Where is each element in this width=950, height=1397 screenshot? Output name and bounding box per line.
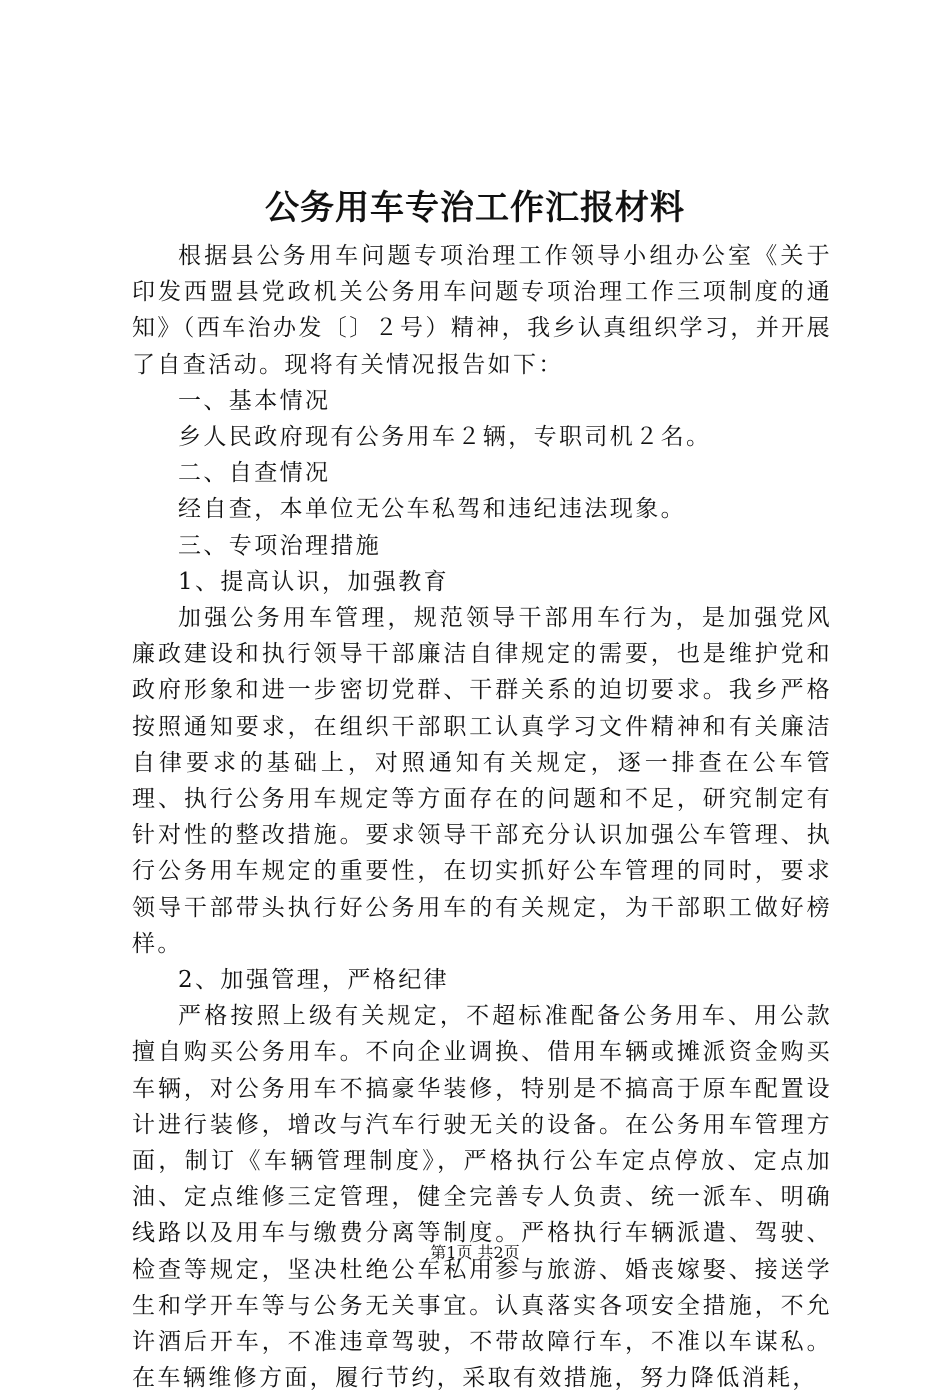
paragraph-awareness: 加强公务用车管理，规范领导干部用车行为，是加强党风廉政建设和执行领导干部廉洁自律规定的需要，也是维护党和政府形象和进一步密切党群、干群关系的迫切要求。我乡严格按照通知要求，在组织干部职工认真学习文件精神和有关廉洁自律要求的基础上，对照通知有关规定，逐一排查在公车管理、执行公务用车规定等方面存在的问题和不足，研究制定有针对性的整改措施。要求领导干部充分认识加强公车管理、执行公务用车规定的重要性，在切实抓好公车管理的同时，要求领导干部带头执行好公务用车的有关规定，为干部职工做好榜样。 (132, 605, 832, 957)
subheading-management: 2、加强管理，严格纪律 (178, 967, 450, 994)
heading-basic-situation: 一、基本情况 (178, 387, 331, 414)
paragraph-intro: 根据县公务用车问题专项治理工作领导小组办公室《关于印发西盟县党政机关公务用车问题专项治理工作三项制度的通知》（西车治办发〔〕２号）精神，我乡认真组织学习，并开展了自查活动。现将有关情况报告如下： (132, 243, 832, 378)
heading-measures: 三、专项治理措施 (178, 532, 382, 559)
paragraph-basic-situation: 乡人民政府现有公务用车２辆，专职司机２名。 (178, 424, 712, 451)
subheading-awareness: 1、提高认识，加强教育 (178, 568, 450, 595)
page-footer: 第1页 共2页 (430, 1243, 520, 1262)
document-title: 公务用车专治工作汇报材料 (265, 188, 685, 228)
document-body (132, 238, 832, 1397)
heading-self-inspection: 二、自查情况 (178, 460, 331, 487)
paragraph-self-inspection: 经自查，本单位无公车私驾和违纪违法现象。 (178, 496, 686, 523)
paragraph-management: 严格按照上级有关规定，不超标准配备公务用车、用公款擅自购买公务用车。不向企业调换、借用车辆或摊派资金购买车辆，对公务用车不搞豪华装修，特别是不搞高于原车配置设计进行装修，增改与汽车行驶无关的设备。在公务用车管理方面，制订《车辆管理制度》，严格执行公车定点停放、定点加油、定点维修三定管理，健全完善专人负责、统一派车、明确线路以及用车与缴费分离等制度。严格执行车辆派遣、驾驶、检查等规定，坚决杜绝公车私用参与旅游、婚丧嫁娶、接送学生和学开车等与公务无关事宜。认真落实各项安全措施，不允许酒后开车，不准违章驾驶，不带故障行车，不准以车谋私。在车辆维修方面，履行节约，采取有效措施，努力降低消耗， (132, 1003, 832, 1392)
